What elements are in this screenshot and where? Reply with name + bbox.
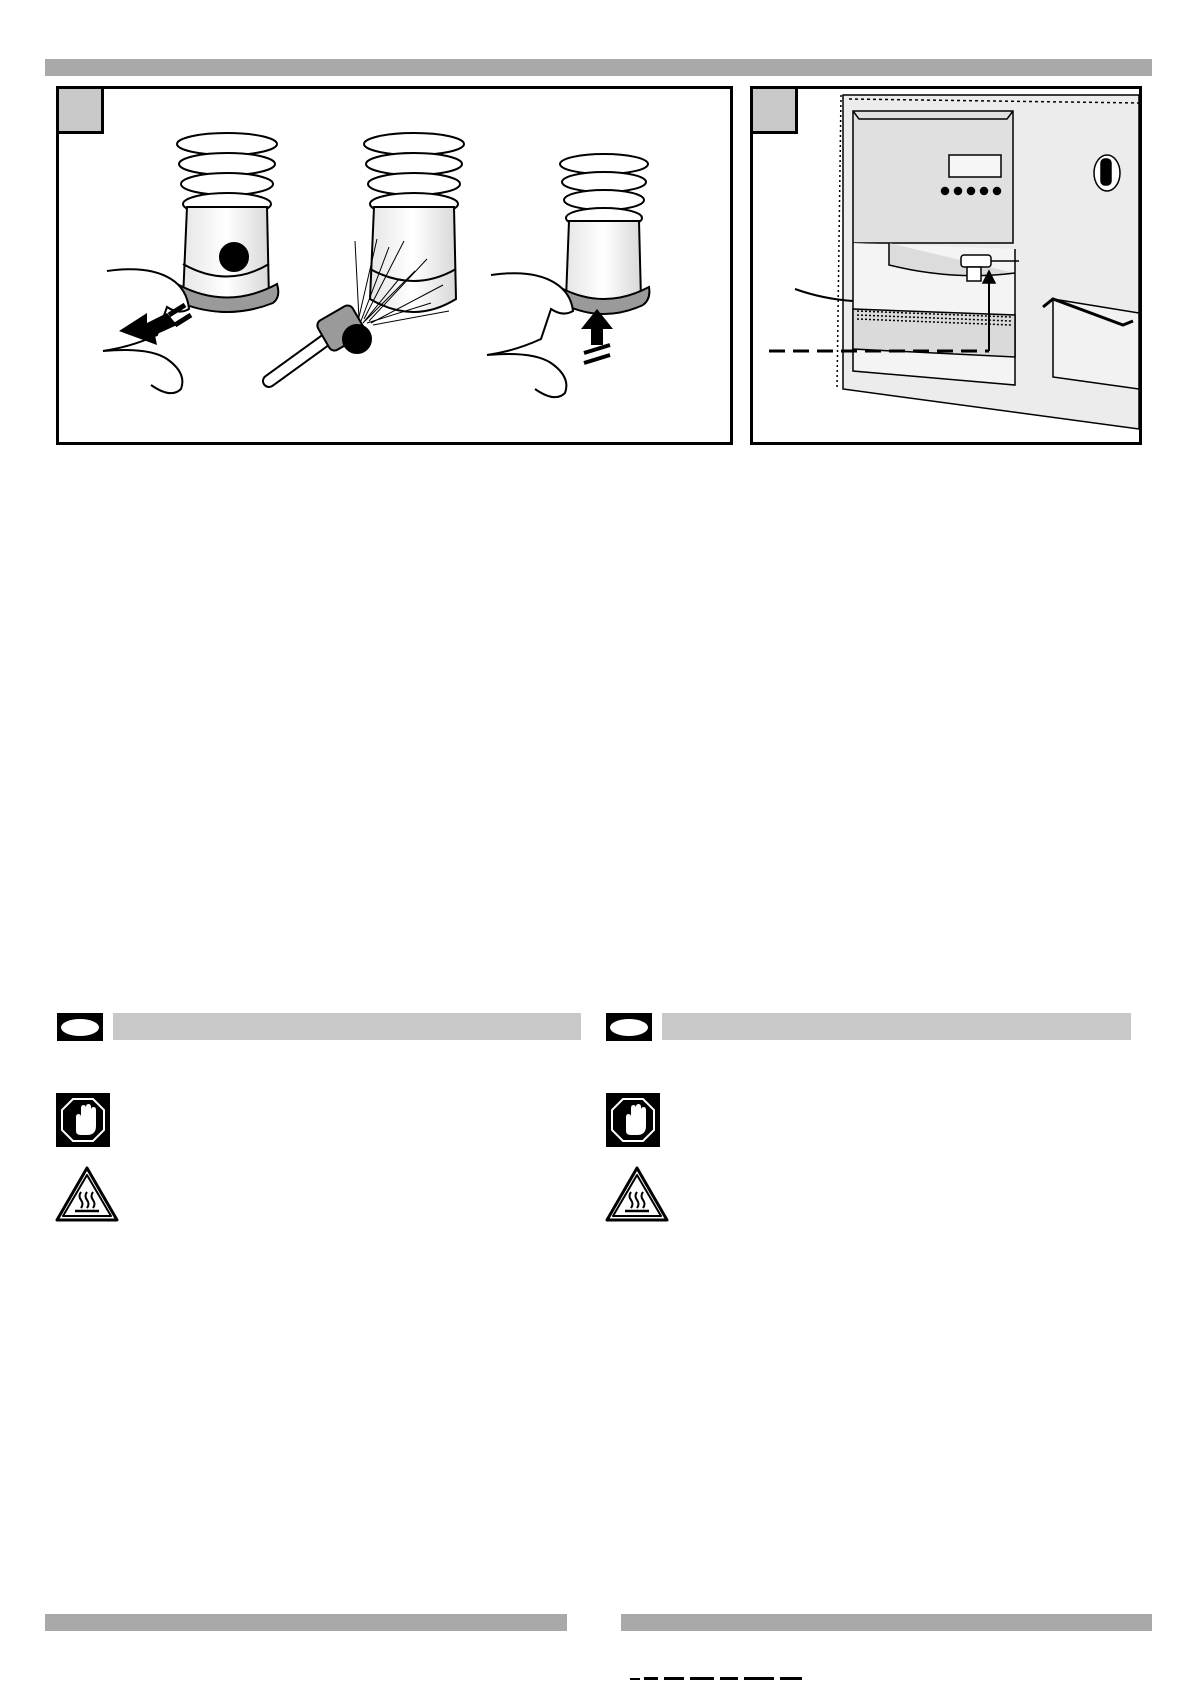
hot-surface-warning-icon <box>605 1166 669 1222</box>
step-remove-nozzle <box>103 133 278 393</box>
section-header-left <box>57 1012 581 1042</box>
language-badge <box>606 1013 652 1041</box>
language-code <box>610 1019 648 1036</box>
stop-hand-icon <box>56 1093 110 1147</box>
section-header-right <box>606 1012 1131 1042</box>
hot-surface-warning-icon <box>55 1166 119 1222</box>
bottom-bar-right <box>621 1614 1152 1631</box>
section-title-bar <box>113 1013 581 1040</box>
language-code <box>61 1019 99 1036</box>
nozzle-cleaning-illustration <box>59 89 730 442</box>
figure-nozzle-cleaning <box>56 86 733 445</box>
bottom-bar-left <box>45 1614 567 1631</box>
section-title-bar <box>662 1013 1131 1040</box>
step-brush-nozzle <box>269 133 464 381</box>
top-header-bar <box>45 59 1152 76</box>
step-reattach-nozzle <box>487 154 649 397</box>
language-badge <box>57 1013 103 1041</box>
footer-print-artifact <box>628 1674 928 1684</box>
coffee-machine-illustration <box>753 89 1139 442</box>
figure-coffee-machine <box>750 86 1142 445</box>
stop-hand-icon <box>606 1093 660 1147</box>
